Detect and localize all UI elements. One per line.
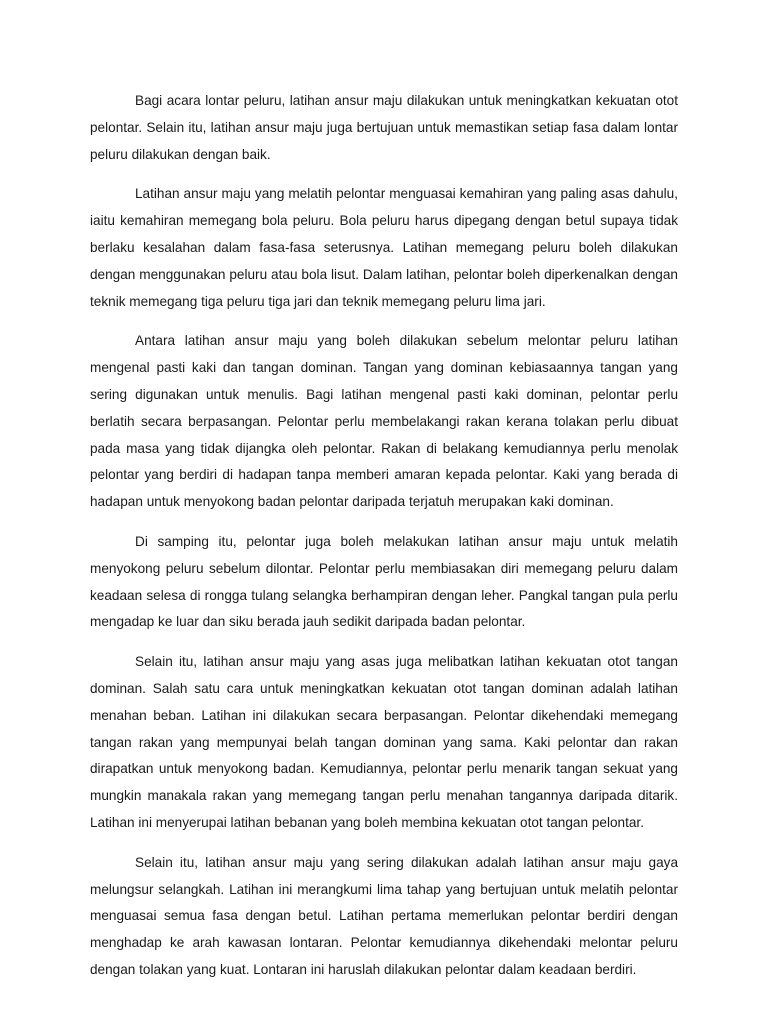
paragraph-1: Bagi acara lontar peluru, latihan ansur maju dilakukan untuk meningkatkan kekuatan otot pelontar. Selain itu, latihan ansur maju juga bertujuan untuk memastikan setiap fasa dalam lontar peluru dilakukan dengan baik.: [90, 93, 678, 162]
paragraph-2: Latihan ansur maju yang melatih pelontar menguasai kemahiran yang paling asas dahulu, iaitu kemahiran memegang bola peluru. Bola peluru harus dipegang dengan betul supaya tidak berlaku kesalahan dalam fasa-fasa seterusnya. Latihan memegang peluru boleh dilakukan dengan menggunakan peluru atau bola lisut. Dalam latihan, pelontar boleh diperkenalkan dengan teknik memegang tiga peluru tiga jari dan teknik memegang peluru lima jari.: [90, 186, 678, 309]
paragraph-4: Di samping itu, pelontar juga boleh melakukan latihan ansur maju untuk melatih menyokong peluru sebelum dilontar. Pelontar perlu membiasakan diri memegang peluru dalam keadaan selesa di rongga tulang selangka berhampiran dengan leher. Pangkal tangan pula perlu mengadap ke luar dan siku berada jauh sedikit daripada badan pelontar.: [90, 533, 678, 630]
paragraph-6: Selain itu, latihan ansur maju yang sering dilakukan adalah latihan ansur maju gaya melungsur selangkah. Latihan ini merangkumi lima tahap yang bertujuan untuk melatih pelontar menguasai semua fasa dengan betul. Latihan pertama memerlukan pelontar berdiri dengan menghadap ke arah kawasan lontaran. Pelontar kemudiannya dikehendaki melontar peluru dengan tolakan yang kuat. Lontaran ini haruslah dilakukan pelontar dalam keadaan berdiri.: [90, 854, 678, 977]
paragraph-3: Antara latihan ansur maju yang boleh dilakukan sebelum melontar peluru latihan mengenal pasti kaki dan tangan dominan. Tangan yang dominan kebiasaannya tangan yang sering digunakan untuk menulis. Bagi latihan mengenal pasti kaki dominan, pelontar perlu berlatih secara berpasangan. Pelontar perlu membelakangi rakan kerana tolakan perlu dibuat pada masa yang tidak dijangka oleh pelontar. Rakan di belakang kemudiannya perlu menolak pelontar yang berdiri di hadapan tanpa memberi amaran kepada pelontar. Kaki yang berada di hadapan untuk menyokong badan pelontar daripada terjatuh merupakan kaki dominan.: [90, 333, 678, 510]
paragraph-5: Selain itu, latihan ansur maju yang asas juga melibatkan latihan kekuatan otot tangan dominan. Salah satu cara untuk meningkatkan kekuatan otot tangan dominan adalah latihan menahan beban. Latihan ini dilakukan secara berpasangan. Pelontar dikehendaki memegang tangan rakan yang mempunyai belah tangan dominan yang sama. Kaki pelontar dan rakan dirapatkan untuk menyokong badan. Kemudiannya, pelontar perlu menarik tangan sekuat yang mungkin manakala rakan yang memegang tangan perlu menahan tangannya daripada ditarik. Latihan ini menyerupai latihan bebanan yang boleh membina kekuatan otot tangan pelontar.: [90, 654, 678, 830]
